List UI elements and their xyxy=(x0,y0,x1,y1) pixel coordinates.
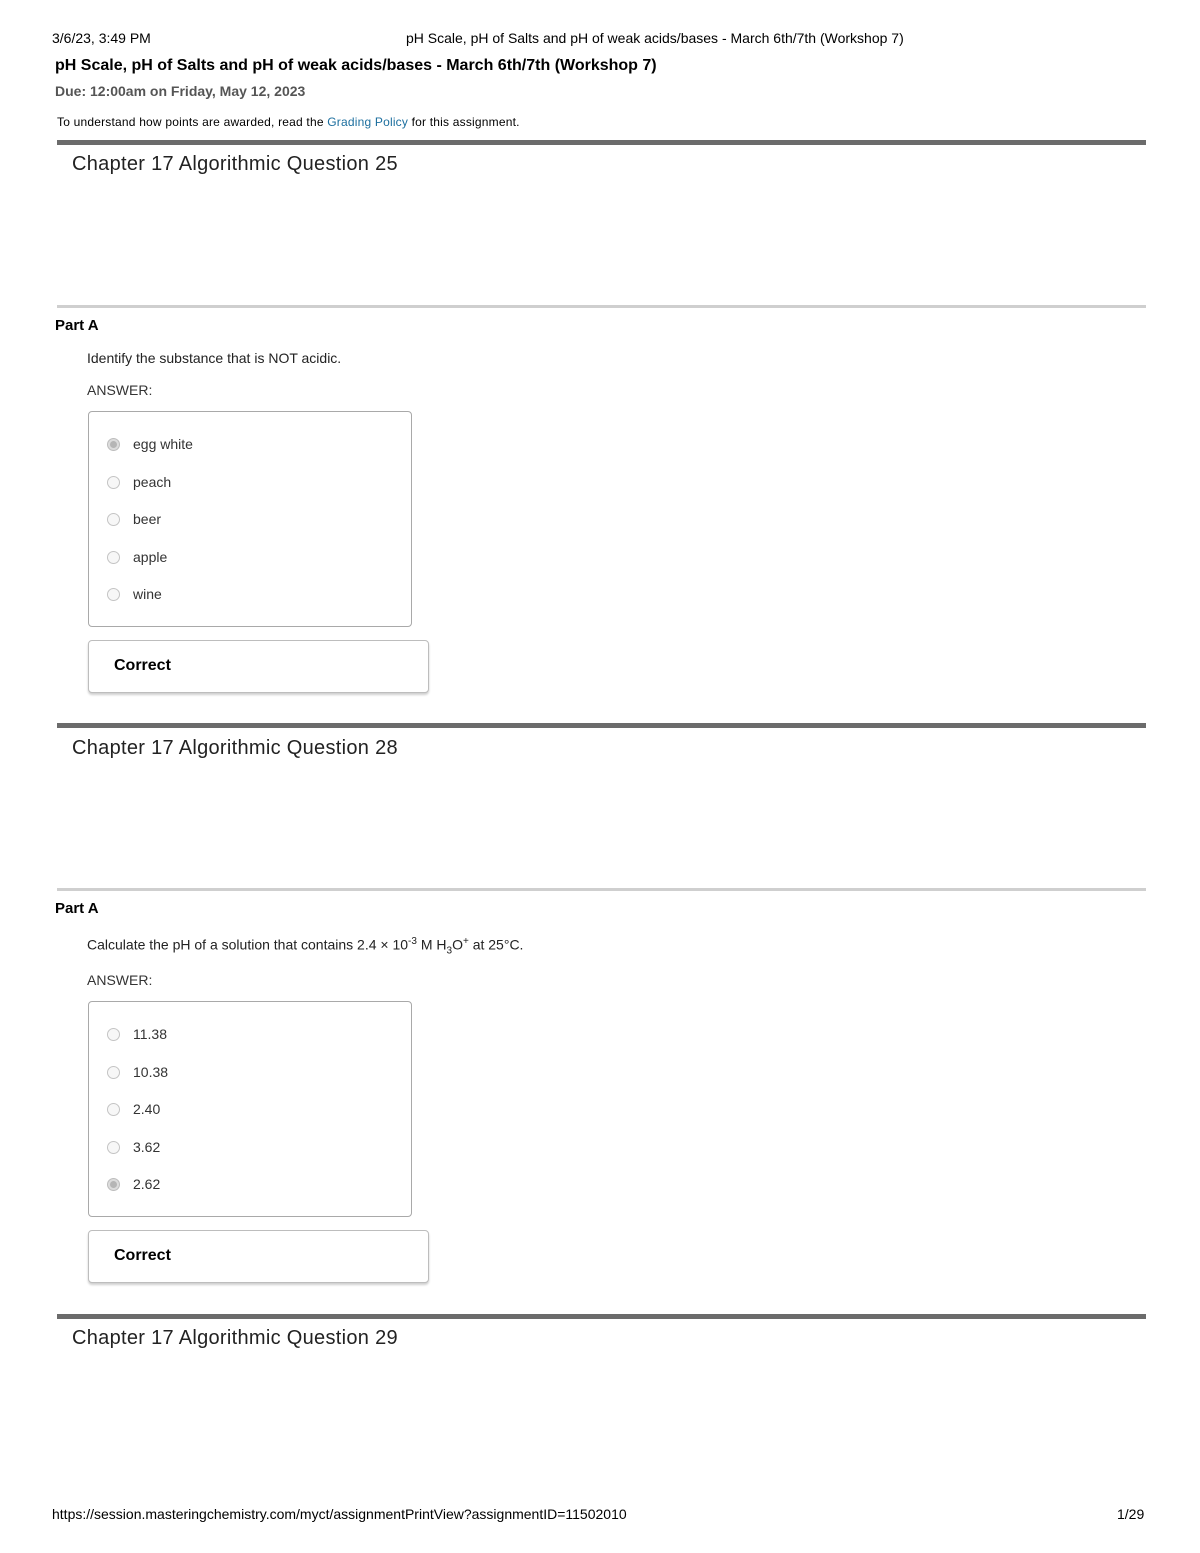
choice-option[interactable] xyxy=(107,1174,160,1194)
answer-label: ANSWER: xyxy=(87,382,153,398)
page-number: 1/29 xyxy=(1117,1506,1145,1522)
choice-option[interactable] xyxy=(107,547,167,567)
answer-choices xyxy=(88,411,412,627)
choice-option[interactable] xyxy=(107,434,193,454)
radio-button[interactable] xyxy=(107,513,120,526)
part-label: Part A xyxy=(55,317,99,334)
due-date: Due: 12:00am on Friday, May 12, 2023 xyxy=(55,83,306,99)
choice-label: 3.62 xyxy=(133,1139,161,1155)
choice-label: 10.38 xyxy=(133,1064,169,1080)
choice-label: egg white xyxy=(133,436,193,452)
charge-superscript: + xyxy=(462,936,469,947)
question-divider xyxy=(57,1314,1146,1319)
prompt-text: M H xyxy=(416,936,447,953)
choice-option[interactable] xyxy=(107,1099,160,1119)
radio-button[interactable] xyxy=(107,476,120,489)
radio-button[interactable] xyxy=(107,1103,120,1116)
radio-button[interactable] xyxy=(107,1066,120,1079)
part-divider xyxy=(57,305,1146,308)
feedback-correct: Correct xyxy=(114,657,171,674)
choice-option[interactable] xyxy=(107,1024,167,1044)
radio-button-selected[interactable] xyxy=(107,1178,120,1191)
question-prompt: Identify the substance that is NOT acidic. xyxy=(87,350,342,366)
question-title: Chapter 17 Algorithmic Question 25 xyxy=(72,153,398,175)
choice-label: 11.38 xyxy=(133,1026,167,1042)
policy-text-after: for this assignment. xyxy=(408,115,520,129)
radio-button[interactable] xyxy=(107,588,120,601)
choice-label: apple xyxy=(133,549,168,565)
choice-option[interactable] xyxy=(107,584,162,604)
radio-button[interactable] xyxy=(107,1028,120,1041)
choice-option[interactable] xyxy=(107,509,161,529)
part-divider xyxy=(57,888,1146,891)
choice-label: peach xyxy=(133,474,172,490)
choice-option[interactable] xyxy=(107,472,171,492)
policy-text-before: To understand how points are awarded, read the xyxy=(57,115,328,129)
feedback-box xyxy=(88,1230,429,1283)
choice-option[interactable] xyxy=(107,1137,160,1157)
feedback-box xyxy=(88,640,429,693)
part-label: Part A xyxy=(55,900,99,917)
question-title: Chapter 17 Algorithmic Question 29 xyxy=(72,1327,398,1349)
prompt-text: at 25°C. xyxy=(468,936,524,953)
assignment-title: pH Scale, pH of Salts and pH of weak acids/bases - March 6th/7th (Workshop 7) xyxy=(55,57,657,74)
question-prompt xyxy=(87,936,523,956)
question-title: Chapter 17 Algorithmic Question 28 xyxy=(72,737,398,759)
subscript: 3 xyxy=(446,945,453,957)
feedback-correct: Correct xyxy=(114,1247,171,1264)
question-divider xyxy=(57,140,1146,145)
print-date: 3/6/23, 3:49 PM xyxy=(52,30,151,46)
choice-label: beer xyxy=(133,511,162,527)
grading-policy-link[interactable]: Grading Policy xyxy=(327,115,409,129)
radio-button[interactable] xyxy=(107,1141,120,1154)
grading-policy-note xyxy=(57,115,520,129)
prompt-text: O xyxy=(452,936,463,953)
answer-choices xyxy=(88,1001,412,1217)
choice-label: 2.62 xyxy=(133,1176,161,1192)
print-header-title: pH Scale, pH of Salts and pH of weak acids/bases - March 6th/7th (Workshop 7) xyxy=(406,30,904,46)
prompt-text: Calculate the pH of a solution that contains 2.4 × 10 xyxy=(87,936,409,953)
choice-label: wine xyxy=(133,586,162,602)
radio-button[interactable] xyxy=(107,551,120,564)
choice-option[interactable] xyxy=(107,1062,168,1082)
question-divider xyxy=(57,723,1146,728)
answer-label: ANSWER: xyxy=(87,972,153,988)
footer-url: https://session.masteringchemistry.com/myct/assignmentPrintView?assignmentID=11502010 xyxy=(52,1506,627,1522)
radio-button-selected[interactable] xyxy=(107,438,120,451)
choice-label: 2.40 xyxy=(133,1101,161,1117)
exponent: -3 xyxy=(408,936,417,947)
